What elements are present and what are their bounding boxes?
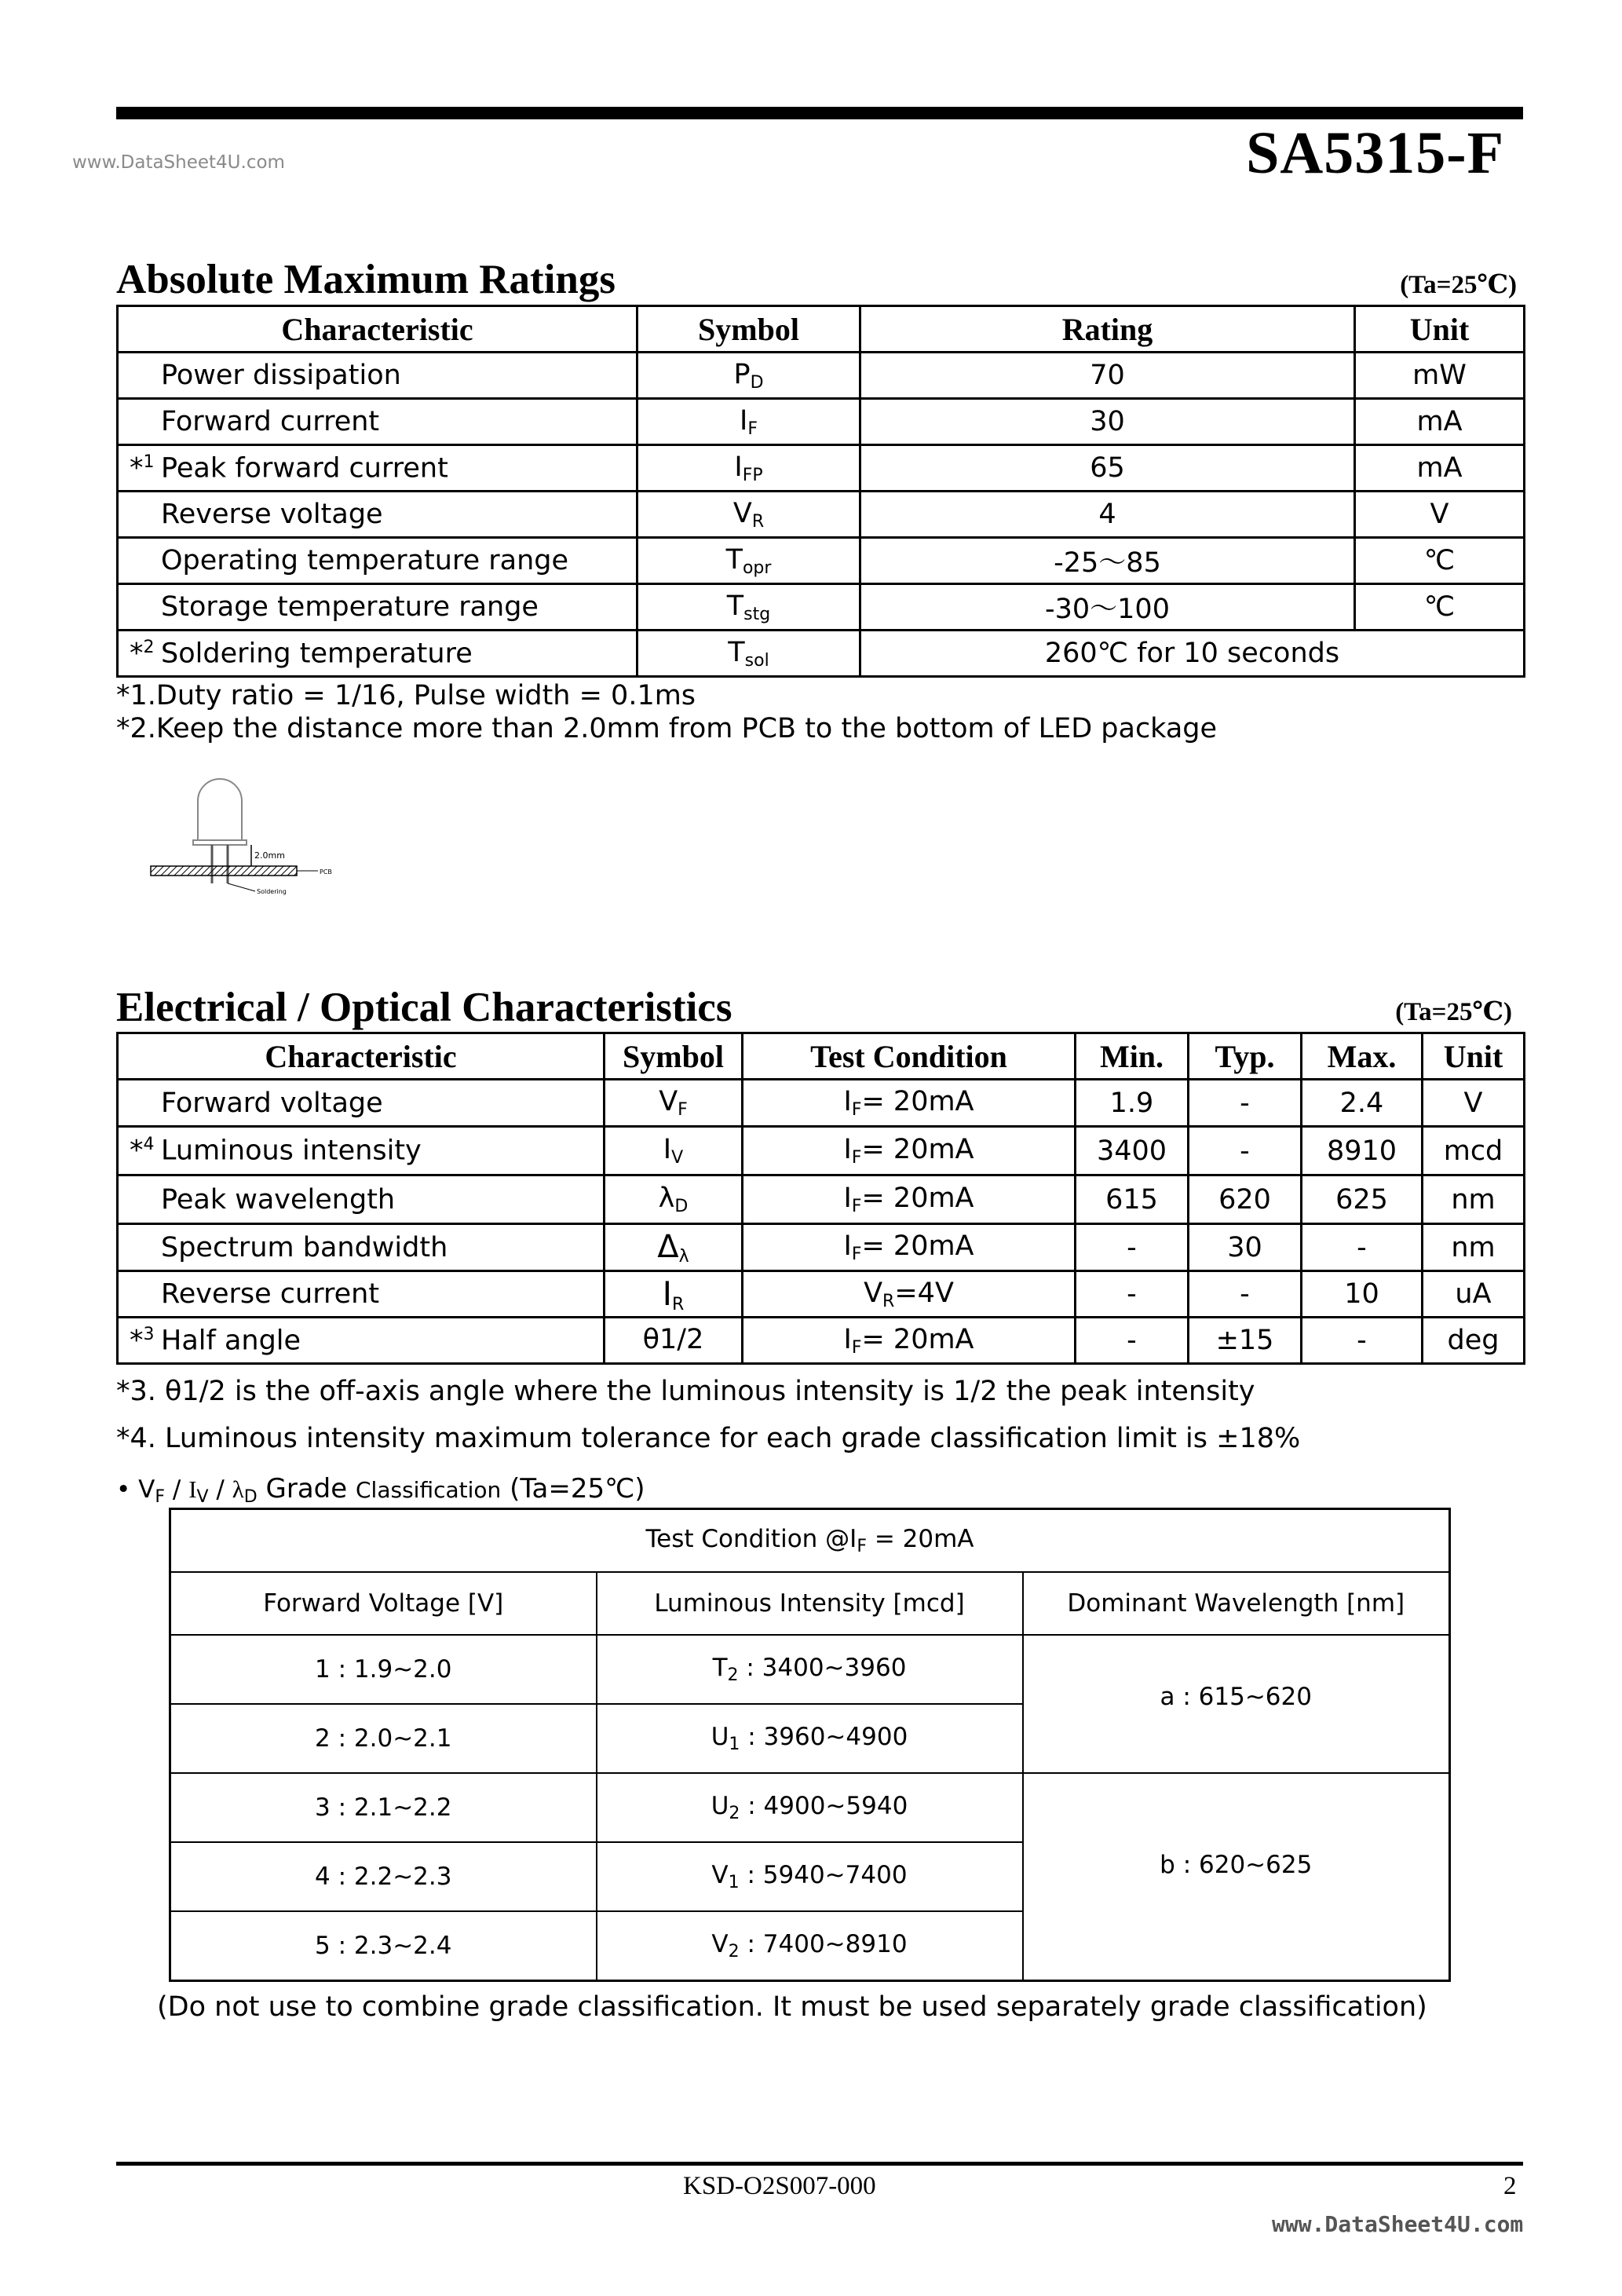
min-cell: 1.9 [1076, 1080, 1189, 1127]
pcb-board [151, 866, 297, 876]
characteristic-cell: Forward voltage [118, 1080, 605, 1127]
voltage-cell: 5 : 2.3~2.4 [170, 1911, 597, 1981]
grade-table [169, 1508, 1451, 1982]
intensity-cell: $U_1$ : 3960~4900 [597, 1704, 1023, 1773]
footer-rule [116, 2162, 1523, 2166]
watermark-bottom: www.DataSheet4U.com [1272, 2211, 1524, 2237]
header-rule [116, 107, 1523, 119]
max-cell: - [1302, 1318, 1423, 1364]
rating-cell: 4 [860, 492, 1355, 538]
eo-note-4: *4. Luminous intensity maximum tolerance for each grade classification limit is ±18% [116, 1423, 1301, 1454]
characteristic-cell: *$^4$ Luminous intensity [118, 1127, 605, 1175]
test-condition-cell: $V_R=4V$ [743, 1271, 1076, 1318]
rating-cell: 30 [860, 399, 1355, 445]
watermark-top: www.DataSheet4U.com [72, 152, 285, 173]
characteristic-cell: Spectrum bandwidth [118, 1224, 605, 1271]
table-row [118, 1224, 1525, 1271]
doc-code: KSD-O2S007-000 [683, 2172, 876, 2200]
unit-cell: ℃ [1355, 584, 1525, 631]
unit-cell: mW [1355, 353, 1525, 399]
min-cell: 615 [1076, 1175, 1189, 1224]
rating-cell: -25～85 [860, 538, 1355, 584]
unit-cell: V [1355, 492, 1525, 538]
col-header: Symbol [637, 306, 860, 353]
characteristic-name: Soldering temperature [161, 638, 473, 670]
min-cell: 3400 [1076, 1127, 1189, 1175]
intensity-cell: $V_1$ : 5940~7400 [597, 1842, 1023, 1911]
col-header: Characteristic [118, 1033, 605, 1080]
symbol-cell: $I_R$ [605, 1271, 743, 1318]
symbol-cell: $V_R$ [637, 492, 860, 538]
col-header: Typ. [1189, 1033, 1302, 1080]
unit-cell: mA [1355, 399, 1525, 445]
characteristic-cell [118, 399, 637, 445]
symbol-cell: $P_D$ [637, 353, 860, 399]
characteristic-name: Storage temperature range [161, 591, 539, 623]
table-row [170, 1773, 1450, 1842]
abs-max-title: Absolute Maximum Ratings [116, 257, 616, 302]
test-condition-cell: $I_F= 20mA$ [743, 1224, 1076, 1271]
symbol-cell: $I_{FP}$ [637, 445, 860, 492]
soldering-leader [228, 883, 255, 891]
table-row [118, 1080, 1525, 1127]
table-row [118, 1318, 1525, 1364]
table-row [118, 399, 1525, 445]
dimension-label: 2.0mm [254, 850, 285, 861]
rating-cell: 65 [860, 445, 1355, 492]
unit-cell: deg [1423, 1318, 1525, 1364]
table-row [118, 538, 1525, 584]
wavelength-cell: a : 615~620 [1023, 1635, 1450, 1773]
max-cell: 10 [1302, 1271, 1423, 1318]
max-cell: - [1302, 1224, 1423, 1271]
rating-cell: 70 [860, 353, 1355, 399]
characteristic-cell [118, 538, 637, 584]
typ-cell: - [1189, 1080, 1302, 1127]
test-condition-row [170, 1509, 1450, 1573]
abs-max-table [116, 305, 1525, 678]
min-cell: - [1076, 1271, 1189, 1318]
symbol-cell: $\lambda_D$ [605, 1175, 743, 1224]
table-row [170, 1635, 1450, 1704]
typ-cell: ±15 [1189, 1318, 1302, 1364]
note-mark: *$^2$ [130, 637, 155, 670]
soldering-label: Soldering [257, 888, 287, 895]
part-number-title: SA5315-F [1246, 120, 1504, 186]
symbol-cell: θ1/2 [605, 1318, 743, 1364]
unit-cell: ℃ [1355, 538, 1525, 584]
characteristic-name: Peak forward current [161, 452, 448, 484]
characteristic-name: Power dissipation [161, 360, 401, 391]
rating-cell: 260℃ for 10 seconds [860, 631, 1525, 677]
test-condition-cell: $I_F= 20mA$ [743, 1175, 1076, 1224]
characteristic-cell [118, 445, 637, 492]
wavelength-cell: b : 620~625 [1023, 1773, 1450, 1981]
unit-cell: uA [1423, 1271, 1525, 1318]
table-header-row [118, 306, 1525, 353]
test-condition-cell: $I_F= 20mA$ [743, 1080, 1076, 1127]
voltage-cell: 4 : 2.2~2.3 [170, 1842, 597, 1911]
table-row [118, 492, 1525, 538]
symbol-cell: $I_F$ [637, 399, 860, 445]
table-row [118, 1175, 1525, 1224]
symbol-cell: $T_{opr}$ [637, 538, 860, 584]
col-header: Test Condition [743, 1033, 1076, 1080]
col-header: Forward Voltage [V] [170, 1572, 597, 1635]
characteristic-cell: *$^3$ Half angle [118, 1318, 605, 1364]
elec-opt-condition: (Ta=25℃) [1395, 998, 1512, 1026]
typ-cell: 620 [1189, 1175, 1302, 1224]
max-cell: 8910 [1302, 1127, 1423, 1175]
characteristic-name: Reverse voltage [161, 499, 383, 530]
intensity-cell: $U_2$ : 4900~5940 [597, 1773, 1023, 1842]
col-header: Max. [1302, 1033, 1423, 1080]
grade-heading: • $V_F / I_V / \lambda_D$ Grade Classification (Ta=25℃) [116, 1473, 645, 1507]
intensity-cell: $V_2$ : 7400~8910 [597, 1911, 1023, 1981]
characteristic-cell [118, 353, 637, 399]
typ-cell: - [1189, 1271, 1302, 1318]
table-row [118, 1271, 1525, 1318]
col-header: Rating [860, 306, 1355, 353]
max-cell: 2.4 [1302, 1080, 1423, 1127]
bullet: • [116, 1475, 131, 1504]
rating-cell: -30～100 [860, 584, 1355, 631]
characteristic-cell: Reverse current [118, 1271, 605, 1318]
col-header: Symbol [605, 1033, 743, 1080]
abs-max-condition: (Ta=25℃) [1400, 271, 1517, 299]
unit-cell: nm [1423, 1175, 1525, 1224]
typ-cell: 30 [1189, 1224, 1302, 1271]
table-row [118, 353, 1525, 399]
table-header-row [118, 1033, 1525, 1080]
abs-note-2: *2.Keep the distance more than 2.0mm from PCB to the bottom of LED package [116, 713, 1218, 744]
unit-cell: mcd [1423, 1127, 1525, 1175]
unit-cell: V [1423, 1080, 1525, 1127]
led-body [198, 779, 242, 840]
typ-cell: - [1189, 1127, 1302, 1175]
symbol-cell: $I_V$ [605, 1127, 743, 1175]
abs-note-1: *1.Duty ratio = 1/16, Pulse width = 0.1ms [116, 680, 696, 711]
test-condition-cell: Test Condition $@I_F = 20mA$ [170, 1509, 1450, 1573]
characteristic-name: Operating temperature range [161, 545, 569, 576]
col-header: Unit [1355, 306, 1525, 353]
col-header: Min. [1076, 1033, 1189, 1080]
table-row [118, 631, 1525, 677]
min-cell: - [1076, 1318, 1189, 1364]
note-mark: *$^3$ [130, 1324, 155, 1357]
col-header: Dominant Wavelength [nm] [1023, 1572, 1450, 1635]
symbol-cell: $V_F$ [605, 1080, 743, 1127]
test-condition-cell: $I_F= 20mA$ [743, 1318, 1076, 1364]
elec-opt-table [116, 1032, 1525, 1365]
test-condition-cell: $I_F= 20mA$ [743, 1127, 1076, 1175]
characteristic-cell: Peak wavelength [118, 1175, 605, 1224]
voltage-cell: 3 : 2.1~2.2 [170, 1773, 597, 1842]
col-header: Unit [1423, 1033, 1525, 1080]
symbol-cell: $\Delta_\lambda$ [605, 1224, 743, 1271]
voltage-cell: 1 : 1.9~2.0 [170, 1635, 597, 1704]
led-mounting-diagram [149, 773, 345, 907]
col-header: Characteristic [118, 306, 637, 353]
characteristic-cell [118, 584, 637, 631]
unit-cell: nm [1423, 1224, 1525, 1271]
max-cell: 625 [1302, 1175, 1423, 1224]
grade-footnote: (Do not use to combine grade classification. It must be used separately grade classification) [157, 1991, 1427, 2023]
min-cell: - [1076, 1224, 1189, 1271]
table-row [118, 445, 1525, 492]
grade-header-row [170, 1572, 1450, 1635]
characteristic-cell [118, 492, 637, 538]
elec-opt-title: Electrical / Optical Characteristics [116, 985, 732, 1030]
led-flange [193, 840, 247, 845]
pcb-label: PCB [320, 868, 332, 876]
table-row [118, 584, 1525, 631]
eo-note-3: *3. θ1/2 is the off-axis angle where the luminous intensity is 1/2 the peak intensity [116, 1376, 1255, 1407]
note-mark: *$^4$ [130, 1135, 155, 1167]
voltage-cell: 2 : 2.0~2.1 [170, 1704, 597, 1773]
intensity-cell: $T_2$ : 3400~3960 [597, 1635, 1023, 1704]
col-header: Luminous Intensity [mcd] [597, 1572, 1023, 1635]
table-row [118, 1127, 1525, 1175]
characteristic-name: Forward current [161, 406, 380, 437]
unit-cell: mA [1355, 445, 1525, 492]
symbol-cell: $T_{stg}$ [637, 584, 860, 631]
note-mark: *$^1$ [130, 452, 155, 484]
symbol-cell: $T_{sol}$ [637, 631, 860, 677]
page-number: 2 [1503, 2172, 1517, 2200]
characteristic-cell [118, 631, 637, 677]
